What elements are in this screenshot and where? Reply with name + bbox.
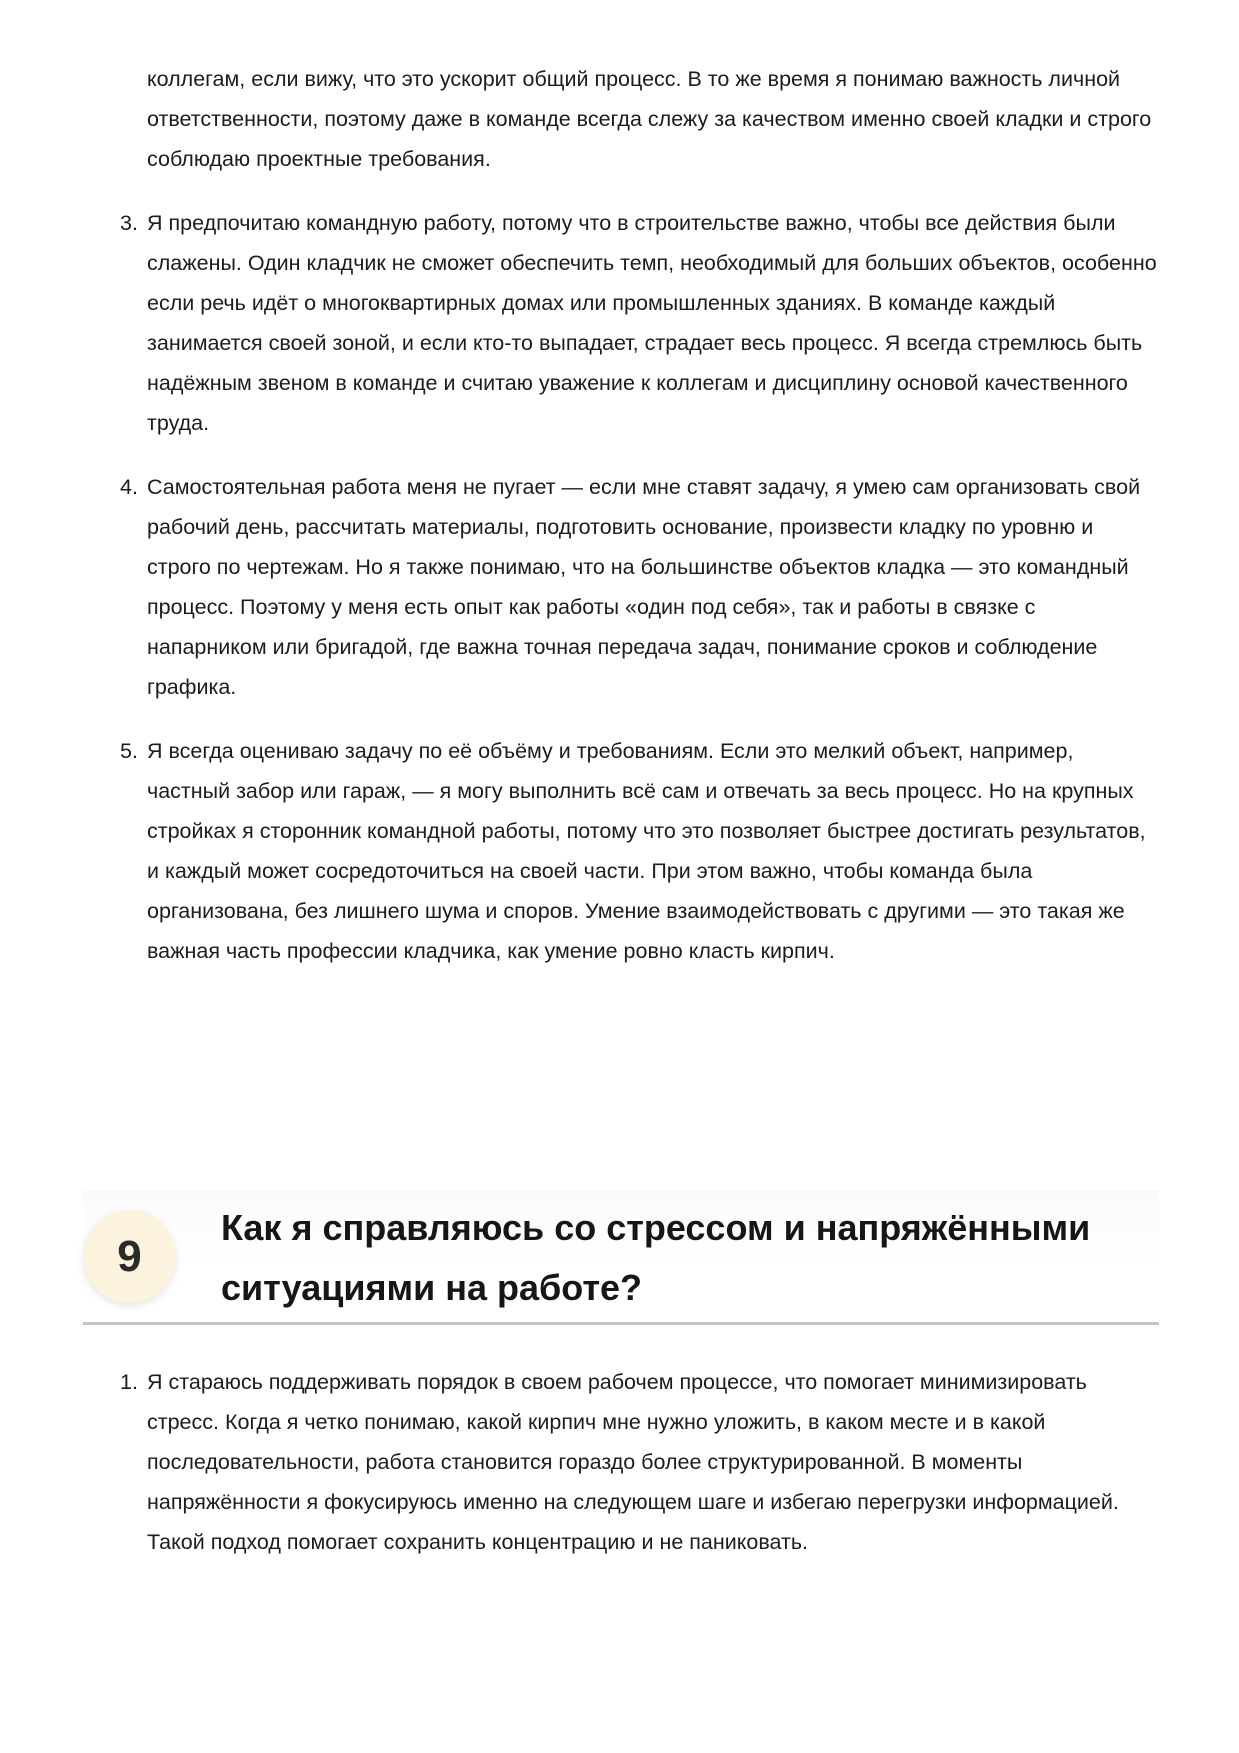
answer-text: Я всегда оцениваю задачу по её объёму и требованиям. Если это мелкий объект, например, частный забор или гараж, — я могу выполнить всё сам и отвечать за весь процесс. Но на крупных стройках я сторонник командной работы, потому что это позволяет быстрее достигать результатов, и каждый может сосредоточиться на своей части. При этом важно, чтобы команда была организована, без лишнего шума и споров. Умение взаимодействовать с другими — это такая же важная часть профессии кладчика, как умение ровно класть кирпич.	[147, 739, 1146, 963]
answer-number: 3.	[120, 211, 138, 235]
answer-continuation-text: коллегам, если вижу, что это ускорит общий процесс. В то же время я понимаю важность личной ответственности, поэтому даже в команде всегда слежу за качеством именно своей кладки и строго соблюдаю проектные требования.	[147, 67, 1152, 171]
question-9-header	[83, 1190, 1159, 1325]
answer-text: Самостоятельная работа меня не пугает — если мне ставят задачу, я умею сам организовать свой рабочий день, рассчитать материалы, подготовить основание, произвести кладку по уровню и строго по чертежам. Но я также понимаю, что на большинстве объектов кладка — это командный процесс. Поэтому у меня есть опыт как работы «один под себя», так и работы в связке с напарником или бригадой, где важна точная передача задач, понимание сроков и соблюдение графика.	[147, 475, 1141, 699]
list-item	[120, 1362, 1160, 1562]
answer-number: 5.	[120, 739, 138, 763]
answer-text: Я стараюсь поддерживать порядок в своем рабочем процессе, что помогает минимизировать стресс. Когда я четко понимаю, какой кирпич мне нужно уложить, в каком месте и в какой последовательности, работа становится гораздо более структурированной. В моменты напряжённости я фокусируюсь именно на следующем шаге и избегаю перегрузки информацией. Такой подход помогает сохранить концентрацию и не паниковать.	[147, 1370, 1119, 1554]
answer-number: 4.	[120, 475, 138, 499]
answer-text: Я предпочитаю командную работу, потому что в строительстве важно, чтобы все действия были слажены. Один кладчик не сможет обеспечить темп, необходимый для больших объектов, особенно если речь идёт о многоквартирных домах или промышленных зданиях. В команде каждый занимается своей зоной, и если кто-то выпадает, страдает весь процесс. Я всегда стремлюсь быть надёжным звеном в команде и считаю уважение к коллегам и дисциплину основой качественного труда.	[147, 211, 1157, 435]
question-9-answer-list	[120, 1362, 1160, 1586]
list-item	[120, 467, 1160, 707]
list-item	[120, 203, 1160, 443]
question-number-badge: 9	[83, 1210, 176, 1303]
question-8-answer-list	[120, 203, 1160, 995]
question-title: Как я справляюсь со стрессом и напряжёнными ситуациями на работе?	[221, 1207, 1091, 1308]
answer-number: 1.	[120, 1370, 138, 1394]
list-item	[120, 731, 1160, 971]
